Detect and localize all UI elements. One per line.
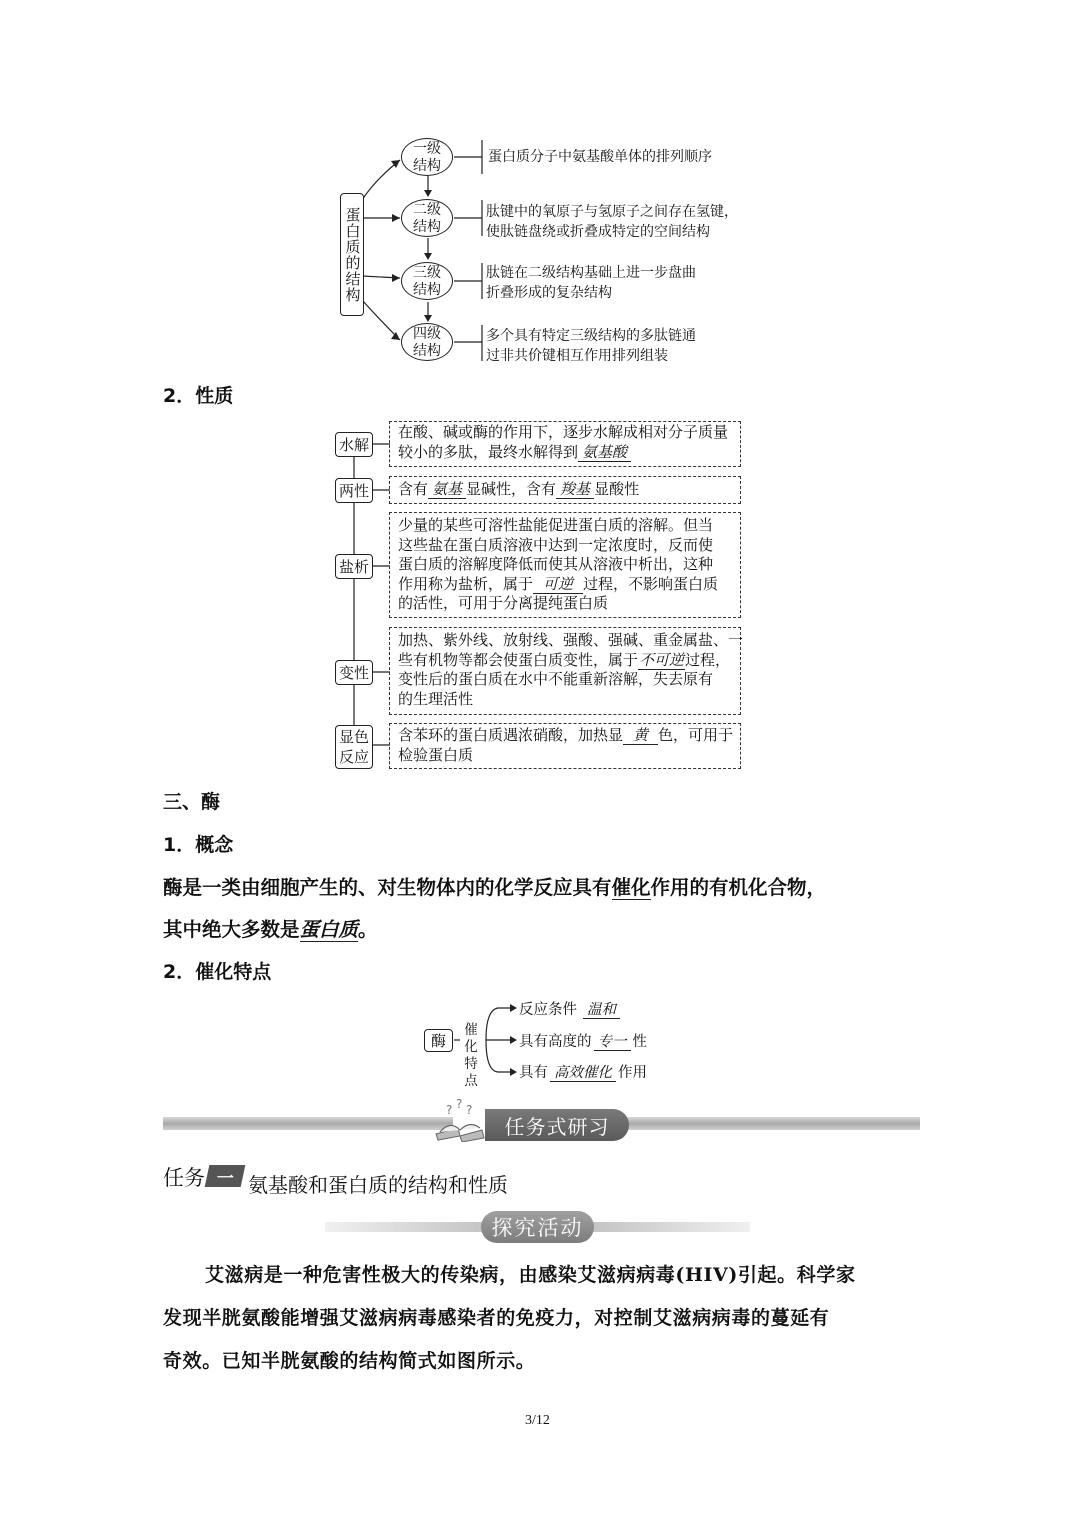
property-label-amphoteric: 两性	[335, 478, 373, 503]
task-number-badge	[205, 1165, 246, 1187]
blank-irreversible: 不可逆	[639, 650, 685, 669]
enzyme-root-box: 酶	[424, 1029, 453, 1052]
banner-bar-right	[620, 1117, 920, 1130]
task-number: 一	[216, 1168, 234, 1189]
primary-structure-node: 一级 结构	[401, 138, 453, 176]
properties-heading: 2．性质	[163, 385, 234, 407]
blank-protein: 蛋白质	[299, 918, 359, 941]
concept-line-2: 其中绝大多数是蛋白质。	[163, 918, 378, 941]
body-line-3: 奇效。已知半胱氨酸的结构简式如图所示。	[163, 1350, 536, 1372]
blank-reversible: 可逆	[533, 575, 583, 594]
secondary-structure-desc: 肽键中的氧原子与氢原子之间存在氢键， 使肽链盘绕或折叠成特定的空间结构	[486, 204, 738, 240]
task-title: 氨基酸和蛋白质的结构和性质	[248, 1173, 508, 1197]
tertiary-structure-desc: 肽链在二级结构基础上进一步盘曲 折叠形成的复杂结构	[486, 265, 696, 301]
book-icon	[432, 1096, 488, 1142]
catalysis-item-2: 具有高度的 专一 性	[519, 1034, 647, 1050]
hydrolysis-desc: 在酸、碱或酶的作用下，逐步水解成相对分子质量 较小的多肽，最终水解得到 氨基酸	[389, 421, 741, 467]
activity-bar-left	[325, 1222, 485, 1232]
blank-yellow: 黄	[623, 726, 658, 745]
concept-line-1: 酶是一类由细胞产生的、对生物体内的化学反应具有催化作用的有机化合物，	[163, 876, 827, 899]
svg-text:?: ?	[456, 1097, 463, 1111]
primary-structure-desc: 蛋白质分子中氨基酸单体的排列顺序	[488, 149, 712, 165]
property-label-salting-out: 盐析	[335, 554, 373, 579]
body-line-2: 发现半胱氨酸能增强艾滋病病毒感染者的免疫力，对控制艾滋病病毒的蔓延有	[163, 1307, 830, 1329]
blank-efficiency: 高效催化	[550, 1065, 616, 1082]
amphoteric-desc: 含有 氨基 显碱性，含有 羧基 显酸性	[389, 476, 741, 504]
banner-label-box	[485, 1109, 629, 1141]
quaternary-structure-node: 四级 结构	[401, 323, 453, 361]
catalysis-item-3: 具有 高效催化 作用	[519, 1065, 647, 1081]
quaternary-structure-desc: 多个具有特定三级结构的多肽链通 过非共价键相互作用排列组装	[486, 328, 696, 364]
property-label-hydrolysis: 水解	[335, 432, 373, 457]
activity-label-box	[481, 1211, 594, 1243]
catalysis-heading: 2．催化特点	[163, 961, 272, 983]
blank-mild: 温和	[583, 1002, 620, 1019]
catalysis-branch-label: 催化 特点	[464, 1022, 478, 1089]
body-line-1: 艾滋病是一种危害性极大的传染病，由感染艾滋病病毒(HIV)引起。科学家	[205, 1264, 856, 1286]
task-prefix: 任务	[163, 1166, 205, 1190]
blank-specificity: 专一	[594, 1034, 631, 1051]
page-number: 3/12	[525, 1413, 550, 1428]
activity-label: 探究活动	[491, 1216, 584, 1240]
concept-heading: 1．概念	[163, 834, 234, 856]
activity-bar-right	[592, 1222, 750, 1232]
tertiary-structure-node: 三级 结构	[401, 262, 453, 300]
enzyme-section-heading: 三、酶	[163, 791, 221, 813]
secondary-structure-node: 二级 结构	[401, 199, 453, 237]
blank-amino-group: 氨基	[428, 480, 466, 499]
catalysis-item-1: 反应条件 温和	[519, 998, 620, 1019]
banner-bar-left	[163, 1117, 453, 1130]
svg-text:?: ?	[446, 1103, 453, 1117]
blank-catalysis: 催化	[611, 876, 651, 899]
banner-label: 任务式研习	[504, 1114, 610, 1139]
property-label-denaturation: 变性	[335, 660, 373, 685]
blank-amino-acid: 氨基酸	[578, 443, 631, 462]
salting-out-desc: 少量的某些可溶性盐能促进蛋白质的溶解。但当 这些盐在蛋白质溶液中达到一定浓度时，反而使 蛋白质的溶解度降低而使其从溶液中析出，这种 作用称为盐析，属于 可逆 过程，不影响蛋白质 的活性，可用于分离提纯蛋白质	[389, 512, 741, 618]
blank-carboxyl-group: 羧基	[556, 480, 594, 499]
property-label-color-reaction: 显色 反应	[335, 725, 373, 769]
color-reaction-desc: 含苯环的蛋白质遇浓硝酸，加热显 黄 色，可用于 检验蛋白质	[389, 723, 741, 769]
svg-text:?: ?	[466, 1103, 473, 1117]
denaturation-desc: 加热、紫外线、放射线、强酸、强碱、重金属盐、一 些有机物等都会使蛋白质变性，属于不可逆过程， 变性后的蛋白质在水中不能重新溶解，失去原有 的生理活性	[389, 627, 741, 715]
root-label: 蛋白质的结构	[343, 206, 362, 303]
